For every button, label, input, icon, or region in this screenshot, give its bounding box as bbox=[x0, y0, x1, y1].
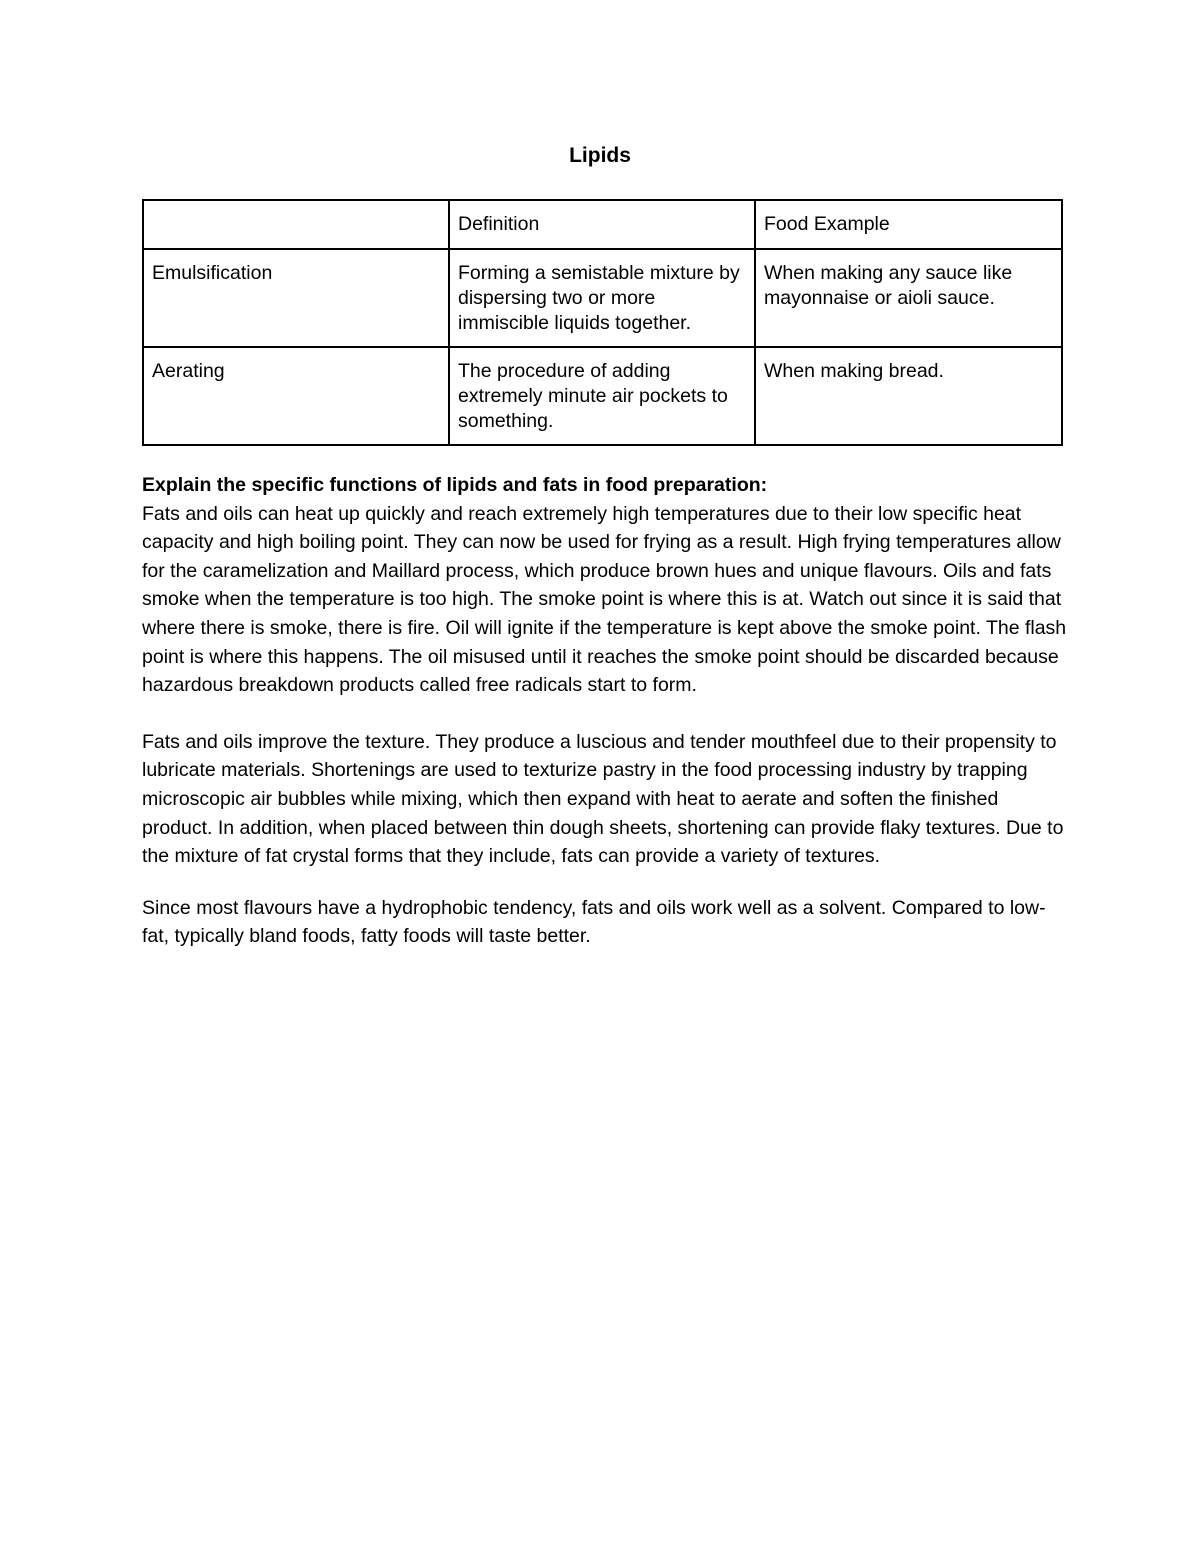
table-header-row bbox=[143, 200, 1062, 249]
paragraph: Fats and oils can heat up quickly and reach extremely high temperatures due to their low specific heat capacity and high boiling point. They can now be used for frying as a result. High frying temperatures allow for the caramelization and Maillard process, which produce brown hues and unique flavours. Oils and fats smoke when the temperature is too high. The smoke point is where this is at. Watch out since it is said that where there is smoke, there is fire. Oil will ignite if the temperature is kept above the smoke point. The flash point is where this happens. The oil misused until it reaches the smoke point should be discarded because hazardous breakdown products called free radicals start to form. bbox=[142, 502, 1067, 697]
example-cell: When making bread. bbox=[755, 347, 1062, 445]
paragraph: Since most flavours have a hydrophobic tendency, fats and oils work well as a solvent. Compared to low-fat, typically bland foods, fatty foods will taste better. bbox=[142, 896, 1046, 948]
table-row bbox=[143, 347, 1062, 445]
table-header-cell bbox=[143, 200, 449, 249]
term-cell: Emulsification bbox=[143, 249, 449, 347]
term-cell: Aerating bbox=[143, 347, 449, 445]
document-title: Lipids bbox=[569, 144, 631, 167]
table-header-cell: Food Example bbox=[755, 200, 1062, 249]
table-row bbox=[143, 249, 1062, 347]
question-heading: Explain the specific functions of lipids and fats in food preparation: bbox=[142, 474, 768, 496]
definition-cell: The procedure of adding extremely minute air pockets to something. bbox=[449, 347, 755, 445]
example-cell: When making any sauce like mayonnaise or aioli sauce. bbox=[755, 249, 1062, 347]
paragraph: Fats and oils improve the texture. They produce a luscious and tender mouthfeel due to their propensity to lubricate materials. Shortenings are used to texturize pastry in the food processing industry by trapping microscopic air bubbles while mixing, which then expand with heat to aerate and soften the finished product. In addition, when placed between thin dough sheets, shortening can provide flaky textures. Due to the mixture of fat crystal forms that they include, fats can provide a variety of textures. bbox=[142, 730, 1064, 868]
answer-section bbox=[142, 471, 1072, 951]
lipids-table bbox=[142, 199, 1063, 446]
definition-cell: Forming a semistable mixture by dispersing two or more immiscible liquids together. bbox=[449, 249, 755, 347]
table-header-cell: Definition bbox=[449, 200, 755, 249]
